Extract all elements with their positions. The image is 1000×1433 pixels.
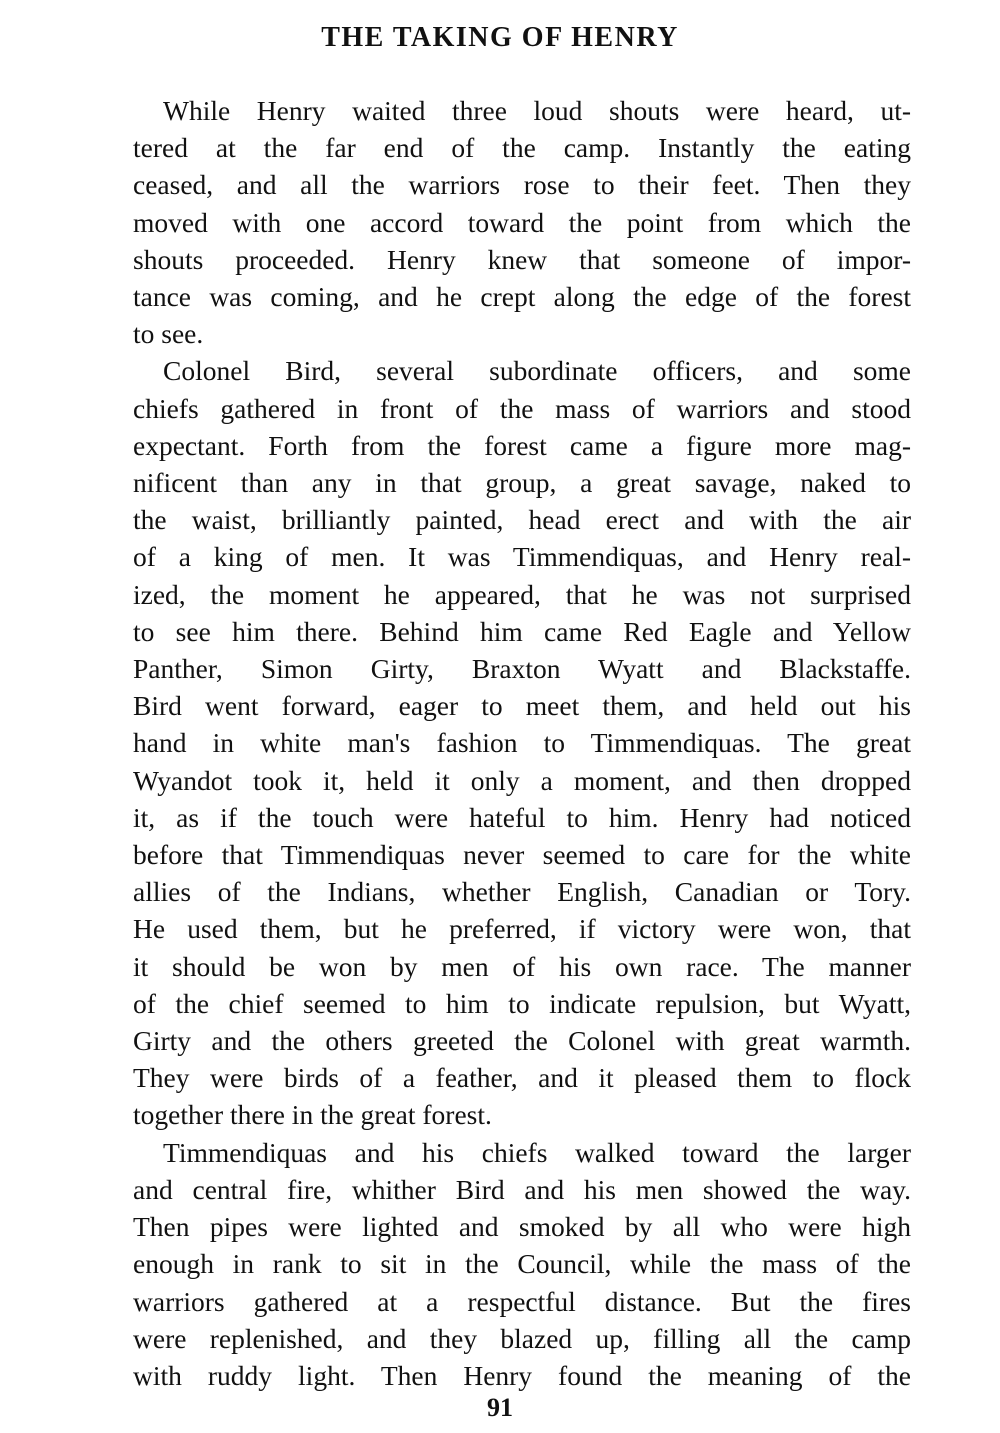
text-line: Timmendiquas and his chiefs walked toward the larger [163,1136,911,1168]
text-line: tered at the far end of the camp. Instantly the eating [133,132,911,164]
text-line: nificent than any in that group, a great savage, naked to [133,467,911,499]
text-line: Panther, Simon Girty, Braxton Wyatt and Blackstaffe. [133,653,911,685]
running-head: THE TAKING OF HENRY [321,22,679,53]
text-line: of the chief seemed to him to indicate repulsion, but Wyatt, [133,987,911,1019]
text-line: Girty and the others greeted the Colonel with great warmth. [133,1025,911,1057]
text-line: ceased, and all the warriors rose to their feet. Then they [133,169,911,201]
text-line: Wyandot took it, held it only a moment, and then dropped [133,764,911,796]
text-line: expectant. Forth from the forest came a figure more mag- [133,429,911,461]
text-line: to see. [133,318,204,350]
text-line: enough in rank to sit in the Council, while the mass of the [133,1248,911,1280]
text-line: warriors gathered at a respectful distance. But the fires [133,1285,911,1317]
body-text [103,92,911,1394]
paragraph-2 [103,352,911,1133]
text-line: with ruddy light. Then Henry found the meaning of the [133,1359,911,1391]
text-line: Bird went forward, eager to meet them, and held out his [133,690,911,722]
text-line: moved with one accord toward the point from which the [133,206,911,238]
text-line: were replenished, and they blazed up, filling all the camp [133,1322,911,1354]
paragraph-3 [103,1134,911,1394]
text-line: shouts proceeded. Henry knew that someone of impor- [133,243,911,275]
text-line: He used them, but he preferred, if victory were won, that [133,913,911,945]
text-line: hand in white man's fashion to Timmendiquas. The great [133,727,911,759]
text-line: They were birds of a feather, and it pleased them to flock [133,1062,911,1094]
text-line: Colonel Bird, several subordinate officers, and some [163,355,911,387]
text-line: ized, the moment he appeared, that he was not surprised [133,578,911,610]
text-line: to see him there. Behind him came Red Eagle and Yellow [133,615,911,647]
text-line: Then pipes were lighted and smoked by all who were high [133,1211,911,1243]
text-line: tance was coming, and he crept along the edge of the forest [133,281,911,313]
text-line: it should be won by men of his own race. The manner [133,950,911,982]
text-line: together there in the great forest. [133,1099,492,1131]
text-line: it, as if the touch were hateful to him. Henry had noticed [133,801,911,833]
text-line: allies of the Indians, whether English, Canadian or Tory. [133,876,911,908]
text-line: chiefs gathered in front of the mass of warriors and stood [133,392,911,424]
paragraph-1 [103,92,911,352]
text-line: before that Timmendiquas never seemed to care for the white [133,839,911,871]
text-line: While Henry waited three loud shouts were heard, ut- [163,95,911,126]
page-number: 91 [487,1393,513,1422]
text-line: and central fire, whither Bird and his men showed the way. [133,1173,911,1205]
text-line: the waist, brilliantly painted, head erect and with the air [133,504,911,536]
text-line: of a king of men. It was Timmendiquas, and Henry real- [133,541,911,573]
